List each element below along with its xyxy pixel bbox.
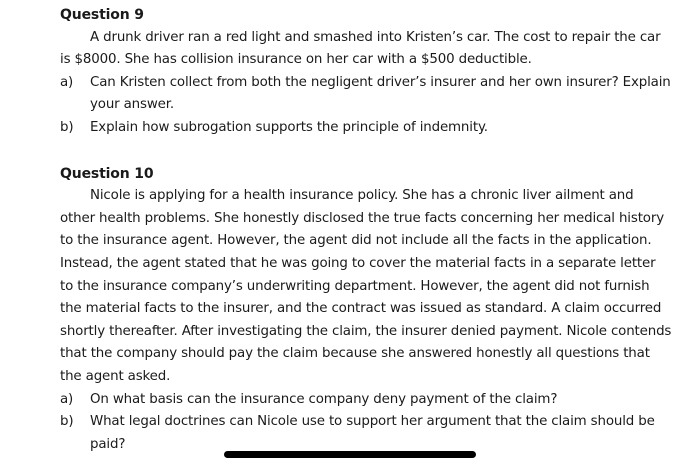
item-text: Can Kristen collect from both the negligent driver’s insurer and her own insurer? Explain your answer. (90, 74, 671, 113)
question-9-intro: A drunk driver ran a red light and smashed into Kristen’s car. The cost to repair the car is $8000. She has collision insurance on her car with a $500 deductible. (60, 29, 661, 68)
item-marker: b) (60, 119, 74, 135)
question-10-item-a (60, 389, 672, 412)
question-9-item-b (60, 117, 672, 140)
horizontal-scrollbar[interactable] (224, 451, 476, 458)
item-marker: b) (60, 414, 74, 430)
question-9-title: Question 9 (60, 7, 144, 23)
question-9-item-a (60, 72, 672, 117)
document-body (60, 4, 672, 456)
item-text: On what basis can the insurance company deny payment of the claim? (90, 391, 558, 407)
item-text: Explain how subrogation supports the principle of indemnity. (90, 119, 488, 135)
section-gap (60, 140, 672, 163)
question-10-title: Question 10 (60, 165, 154, 182)
question-10-item-b (60, 411, 672, 456)
item-marker: a) (60, 391, 74, 407)
item-marker: a) (60, 74, 74, 90)
item-text: What legal doctrines can Nicole use to support her argument that the claim should be paid? (90, 414, 655, 452)
question-10-intro: Nicole is applying for a health insurance policy. She has a chronic liver ailment and other health problems. She honestly disclosed the true facts concerning her medical history to the insurance agent. However, the agent did not include all the facts in the application. Instead, the agent stated that he was going to cover the material facts in a separate letter to the insurance company’s underwriting department. However, the agent did not furnish the material facts to the insurer, and the contract was issued as standard. A claim occurred shortly thereafter. After investigating the claim, the insurer denied payment. Nicole contends that the company should pay the claim because she answered honestly all questions that the agent asked. (60, 188, 672, 384)
